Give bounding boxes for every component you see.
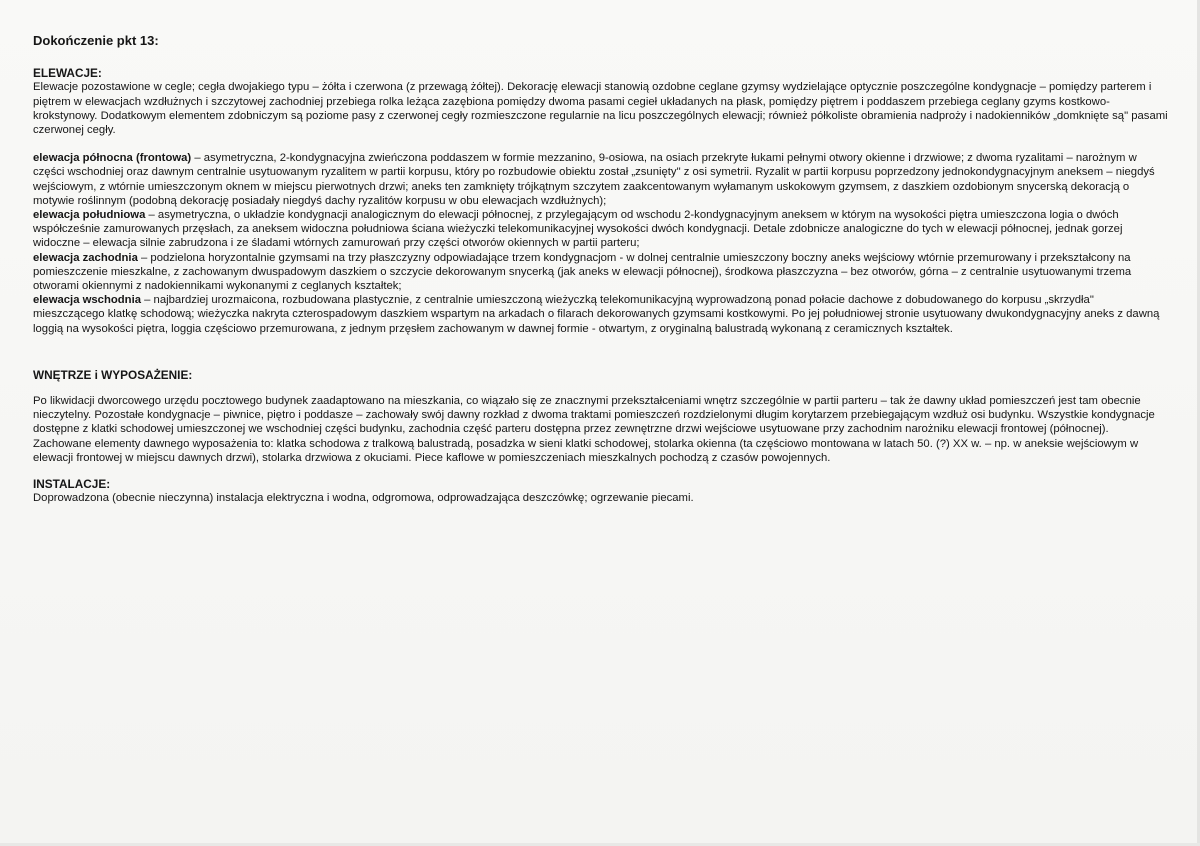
elewacja-polnocna-text: – asymetryczna, 2-kondygnacyjna zwieńczona poddaszem w formie mezzanino, 9-osiowa, na osiach przekryte łukami pełnymi otwory okienne i drzwiowe; z dwoma ryzalitami – narożnym w części wschodniej oraz dawnym centralnie usytuowanym ryzalitem w partii korpusu, który po rozbudowie obiektu został „zsunięty" z osi symetrii. Ryzalit w partii korpusu poprzedzony jednokondygnacyjnym aneksem – niegdyś wejściowym, z wtórnie umieszczonym oknem w miejscu pierwotnych drzwi; aneks ten zamknięty trójkątnym szczytem zaakcentowanym wyłamanym uskokowym gzymsem, z daszkiem ozdobionym snycerską dekoracją o motywie roślinnym (podobną dekorację posiadały niegdyś dachy ryzalitów korpusu w obu elewacjach wzdłużnych); — [33, 152, 1155, 207]
wnetrze-paragraph-1: Po likwidacji dworcowego urzędu pocztowego budynek zaadaptowano na mieszkania, co wiązało się ze znacznymi przekształceniami wnętrz szczególnie w partii parteru – tak że dawny układ pomieszczeń jest tam obecnie nieczytelny. Pozostałe kondygnacje – piwnice, piętro i poddasze – zachowały swój dawny rozkład z dwoma traktami pomieszczeń rozdzielonymi długim korytarzem przebiegającym wzdłuż osi budynku. Wszystkie kondygnacje dostępne z klatki schodowej umieszczonej we wschodniej części budynku, zachodnia część parteru dostępna przez zewnętrzne drzwi wejściowe usytuowane przy zachodnim narożniku elewacji frontowej (północnej). — [33, 395, 1155, 436]
elewacja-zachodnia-label: elewacja zachodnia — [33, 251, 138, 264]
elewacja-poludniowa-label: elewacja południowa — [33, 209, 146, 222]
heading-instalacje: INSTALACJE: — [33, 477, 111, 492]
elewacja-zachodnia-text: – podzielona horyzontalnie gzymsami na trzy płaszczyzny odpowiadające trzem kondygnacjom - w dolnej centralnie umieszczony boczny aneks wejściowy wtórnie przemurowany i przekształcony na pomieszczenie mieszkalne, z zachowanym dwuspadowym daszkiem o szczycie dekorowanym snycerką (jak aneks w elewacji północnej), środkowa płaszczyzna – bez otworów, górna – z centralnie usytuowanymi trzema otworami okiennymi z nadokiennikami wykonanymi z ceglanych kształtek; — [33, 251, 1132, 293]
wnetrze-paragraph-2: Zachowane elementy dawnego wyposażenia to: klatka schodowa z tralkową balustradą, posadzka w sieni klatki schodowej, stolarka okienna (ta częściowo montowana w latach 50. (?) XX w. – np. w aneksie wejściowym w elewacji frontowej w miejscu dawnych drzwi), stolarka drzwiowa z okuciami. Piece kaflowe w pomieszczeniach mieszkalnych pochodzą z czasów powojennych. — [33, 437, 1139, 464]
heading-wnetrze: WNĘTRZE i WYPOSAŻENIE: — [33, 367, 193, 382]
elewacja-wschodnia — [33, 293, 1168, 336]
elewacja-polnocna — [33, 151, 1168, 208]
elewacja-polnocna-label: elewacja północna (frontowa) — [33, 152, 192, 165]
elewacja-wschodnia-text: – najbardziej urozmaicona, rozbudowana plastycznie, z centralnie umieszczoną wieżyczką telekomunikacyjną wyprowadzoną ponad połacie dachowe z dobudowanego do korpusu „skrzydła" mieszczącego klatkę schodową; wieżyczka nakryta czterospadowym daszkiem wspartym na arkadach o filarach dekorowanych gzymsami kostkowymi. Po jej południowej stronie usytuowany dwukondygnacyjny aneks z dawną loggią na wysokości piętra, loggia częściowo przemurowana, z jednym przęsłem zachowanym w dawnej formie - otwartym, z oryginalną balustradą wykonaną z ceramicznych kształtek. — [33, 294, 1160, 335]
elewacja-poludniowa — [33, 208, 1168, 251]
document-title: Dokończenie pkt 13: — [33, 33, 159, 48]
instalacje-text: Doprowadzona (obecnie nieczynna) instalacja elektryczna i wodna, odgromowa, odprowadzająca deszczówkę; ogrzewanie piecami. — [33, 492, 694, 505]
elewacja-poludniowa-text: – asymetryczna, o układzie kondygnacji analogicznym do elewacji północnej, z przylegającym od wschodu 2-kondygnacyjnym aneksem w którym na wysokości piętra umieszczona logia o dwóch współcześnie zamurowanych przęsłach, za aneksem widoczna południowa ściana wieżyczki telekomunikacyjnej wysokości dwóch kondygnacji. Detale zdobnicze analogiczne do tych w elewacji północnej, jednak gorzej widoczne – elewacja silnie zabrudzona i ze śladami wtórnych zamurowań przy części otworów okiennych w partii parteru; — [33, 209, 1123, 250]
document-body — [33, 34, 1168, 505]
heading-elewacje: ELEWACJE: — [33, 66, 102, 81]
elewacje-intro: Elewacje pozostawione w cegle; cegła dwojakiego typu – żółta i czerwona (z przewagą żółtej). Dekorację elewacji stanowią ozdobne ceglane gzymsy wydzielające optycznie poszczególne kondygnacje – pomiędzy parterem i piętrem w elewacjach wzdłużnych i szczytowej zachodniej przebiega rolka leżąca zazębiona pomiędzy dwoma pasami cegieł układanych na płask, pomiędzy piętrem i poddaszem przebiega ceglany gzyms kostkowo-krokstynowy. Dodatkowym elementem zdobniczym są poziome pasy z czerwonej cegły rozmieszczone regularnie na licu poszczególnych elewacji; również półkoliste obramienia nadproży i nadokienników „domknięte są" pasami czerwonej cegły. — [33, 81, 1168, 137]
elewacja-zachodnia — [33, 251, 1168, 294]
elewacja-wschodnia-label: elewacja wschodnia — [33, 294, 141, 307]
